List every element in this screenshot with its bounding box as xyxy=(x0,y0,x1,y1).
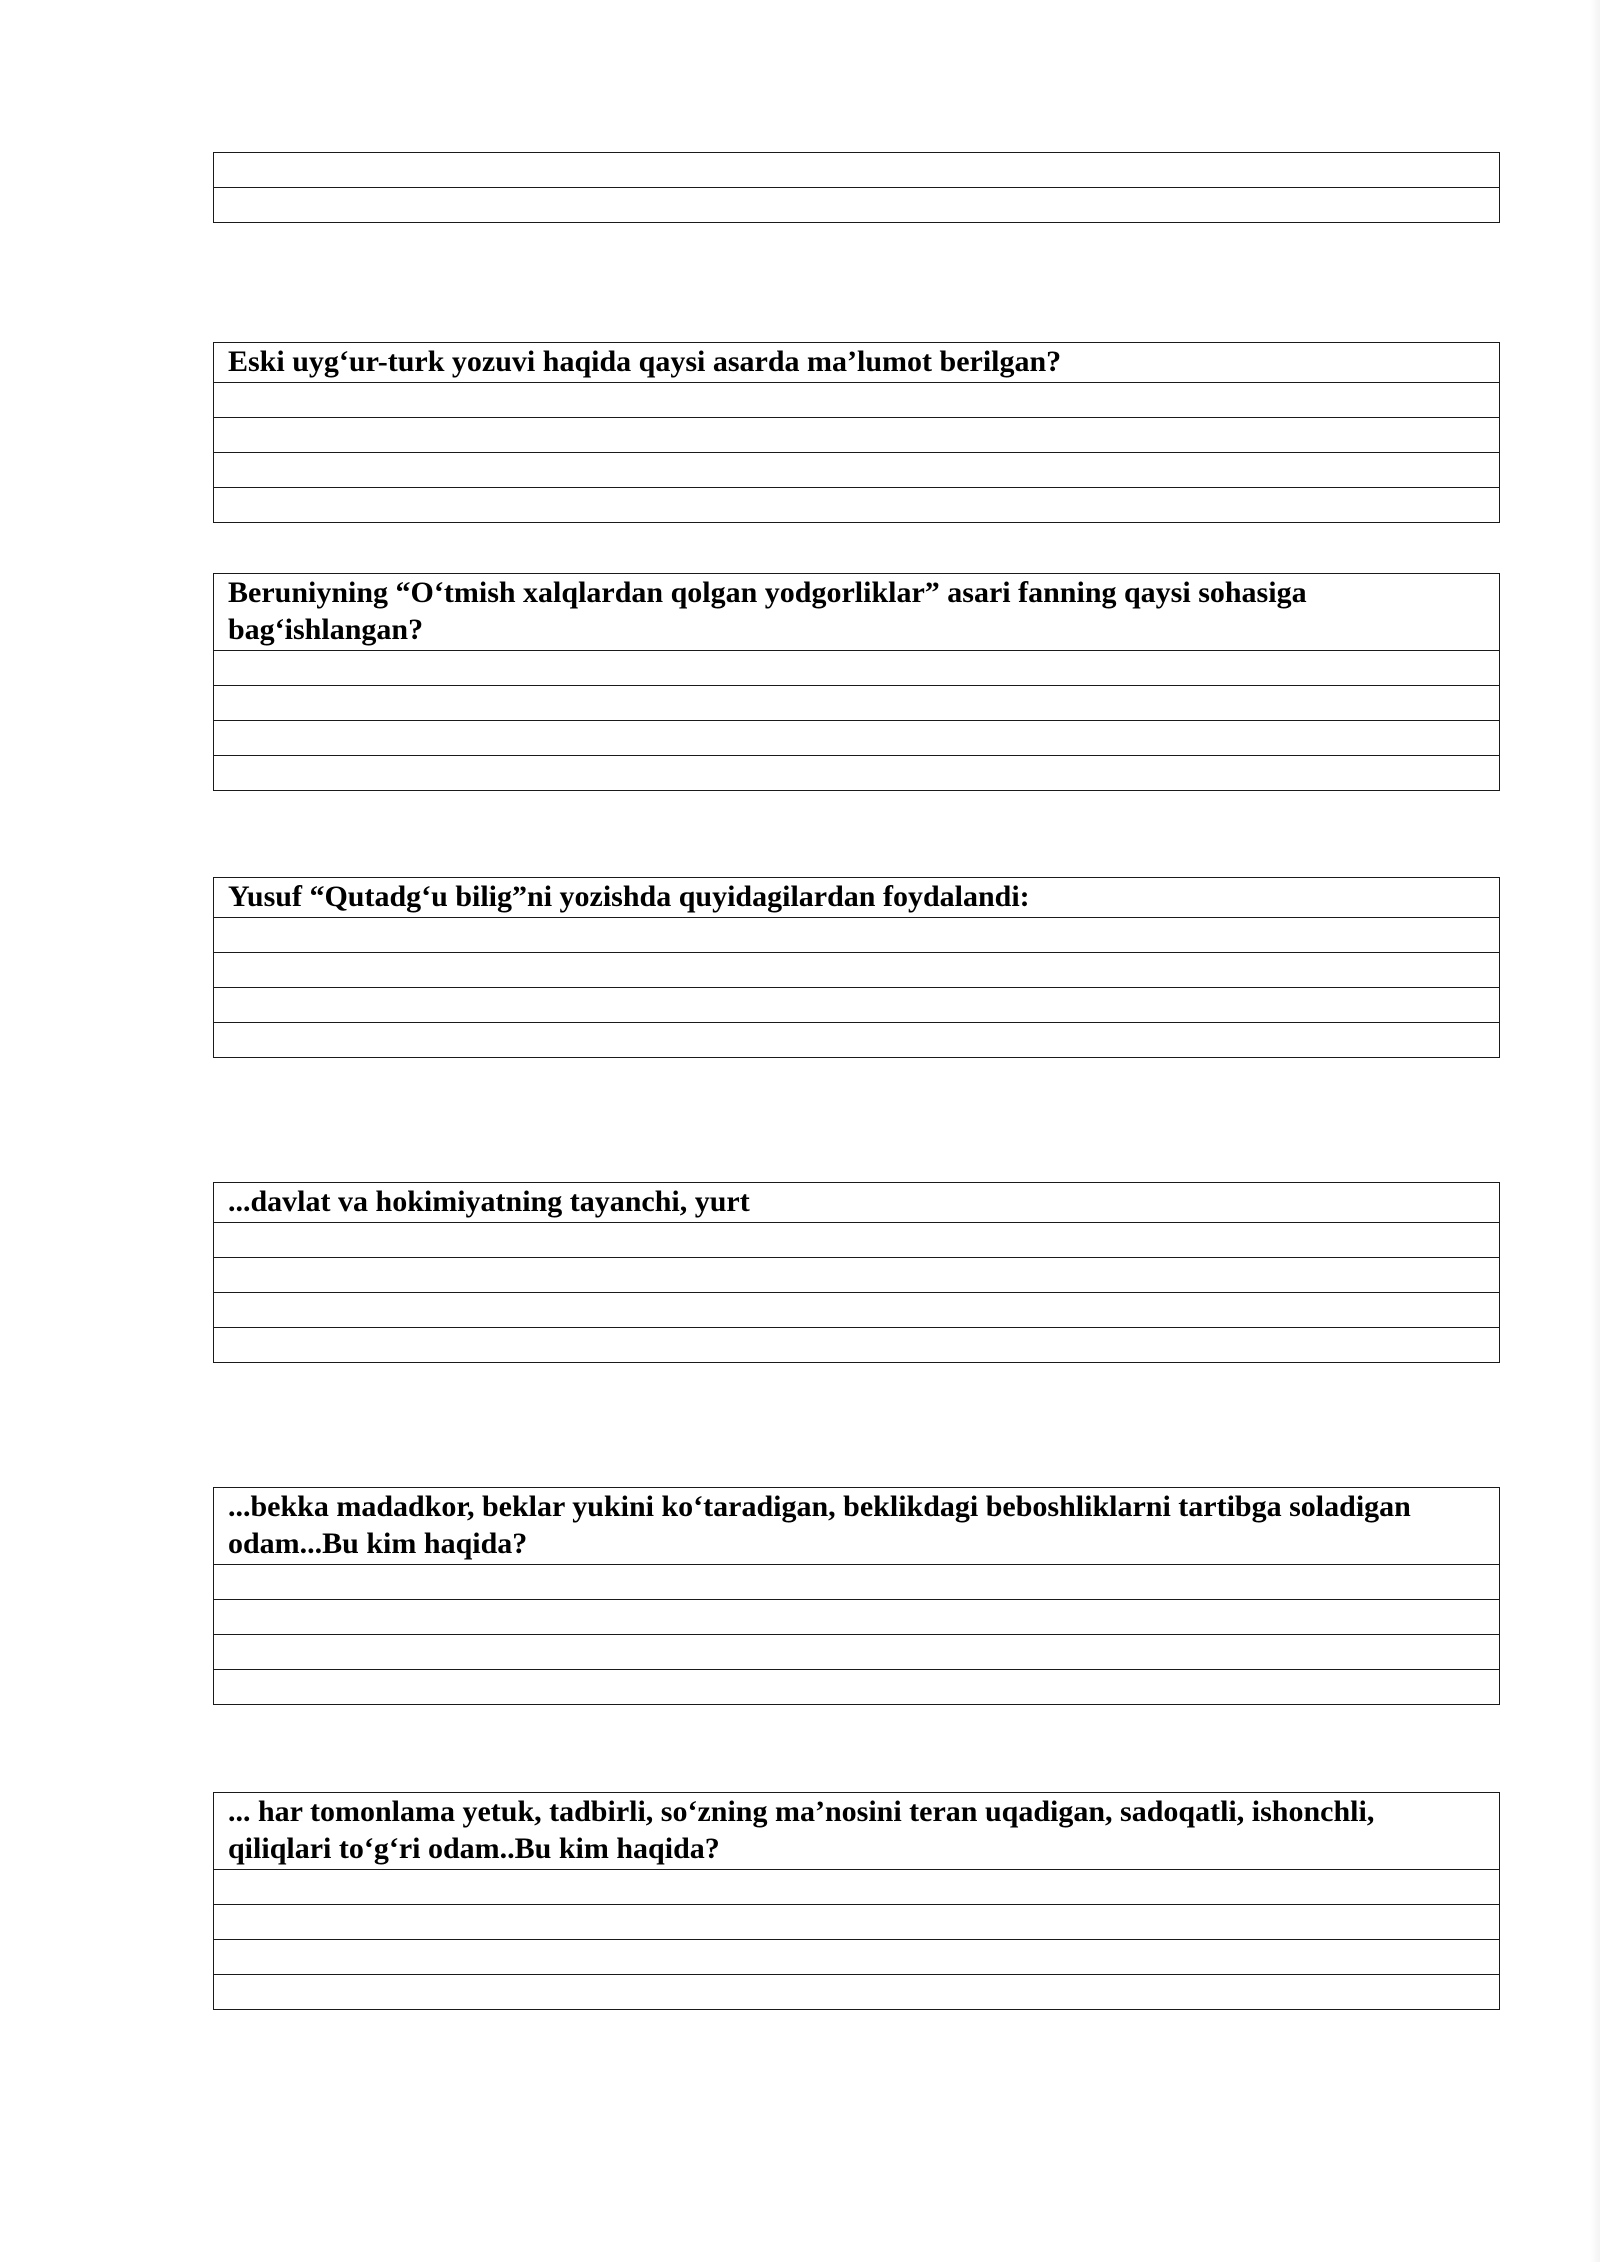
answer-row xyxy=(214,418,1500,453)
answer-line[interactable] xyxy=(214,1940,1500,1975)
answer-line[interactable] xyxy=(214,488,1500,523)
answer-row xyxy=(214,953,1500,988)
answer-line[interactable] xyxy=(214,988,1500,1023)
answer-line[interactable] xyxy=(214,188,1500,223)
answer-row xyxy=(214,1670,1500,1705)
answer-row xyxy=(214,1940,1500,1975)
answer-row xyxy=(214,383,1500,418)
answer-row xyxy=(214,1258,1500,1293)
question-row xyxy=(214,878,1500,918)
answer-row xyxy=(214,988,1500,1023)
answer-row xyxy=(214,1975,1500,2010)
answer-row xyxy=(214,1293,1500,1328)
answer-line[interactable] xyxy=(214,1975,1500,2010)
question-row xyxy=(214,1183,1500,1223)
answer-line[interactable] xyxy=(214,1258,1500,1293)
answer-row xyxy=(214,1905,1500,1940)
answer-row xyxy=(214,1328,1500,1363)
answer-row xyxy=(214,453,1500,488)
answer-row xyxy=(214,1870,1500,1905)
question-text: ...davlat va hokimiyatning tayanchi, yurt xyxy=(214,1183,1500,1223)
answer-row xyxy=(214,918,1500,953)
answer-line[interactable] xyxy=(214,721,1500,756)
answer-row xyxy=(214,651,1500,686)
answer-table-continued xyxy=(213,152,1500,223)
question-table-2 xyxy=(213,573,1500,791)
question-table-5 xyxy=(213,1487,1500,1705)
answer-line[interactable] xyxy=(214,1870,1500,1905)
answer-row xyxy=(214,488,1500,523)
answer-line[interactable] xyxy=(214,1023,1500,1058)
question-text: Eski uyg‘ur-turk yozuvi haqida qaysi asarda ma’lumot berilgan? xyxy=(214,343,1500,383)
answer-row xyxy=(214,153,1500,188)
question-row xyxy=(214,343,1500,383)
answer-line[interactable] xyxy=(214,153,1500,188)
answer-line[interactable] xyxy=(214,686,1500,721)
question-row xyxy=(214,1793,1500,1870)
answer-line[interactable] xyxy=(214,1328,1500,1363)
answer-row xyxy=(214,1565,1500,1600)
question-row xyxy=(214,1488,1500,1565)
question-table-4 xyxy=(213,1182,1500,1363)
answer-line[interactable] xyxy=(214,1223,1500,1258)
answer-line[interactable] xyxy=(214,453,1500,488)
question-text: ... har tomonlama yetuk, tadbirli, so‘zning ma’nosini teran uqadigan, sadoqatli, ishonchli, qiliqlari to‘g‘ri odam..Bu kim haqida? xyxy=(214,1793,1500,1870)
answer-row xyxy=(214,1223,1500,1258)
question-row xyxy=(214,574,1500,651)
question-text: Beruniyning “O‘tmish xalqlardan qolgan yodgorliklar” asari fanning qaysi sohasiga bag‘ishlangan? xyxy=(214,574,1500,651)
answer-line[interactable] xyxy=(214,1635,1500,1670)
question-table-3 xyxy=(213,877,1500,1058)
question-table-6 xyxy=(213,1792,1500,2010)
answer-line[interactable] xyxy=(214,1565,1500,1600)
answer-line[interactable] xyxy=(214,953,1500,988)
answer-line[interactable] xyxy=(214,756,1500,791)
question-table-1 xyxy=(213,342,1500,523)
question-text: Yusuf “Qutadg‘u bilig”ni yozishda quyidagilardan foydalandi: xyxy=(214,878,1500,918)
page-edge-shadow xyxy=(1590,0,1600,2262)
answer-row xyxy=(214,1635,1500,1670)
answer-row xyxy=(214,756,1500,791)
answer-line[interactable] xyxy=(214,1905,1500,1940)
answer-row xyxy=(214,1023,1500,1058)
answer-line[interactable] xyxy=(214,918,1500,953)
answer-row xyxy=(214,1600,1500,1635)
answer-row xyxy=(214,686,1500,721)
answer-line[interactable] xyxy=(214,383,1500,418)
answer-row xyxy=(214,721,1500,756)
answer-row xyxy=(214,188,1500,223)
question-text: ...bekka madadkor, beklar yukini ko‘taradigan, beklikdagi beboshliklarni tartibga soladigan odam...Bu kim haqida? xyxy=(214,1488,1500,1565)
answer-line[interactable] xyxy=(214,1670,1500,1705)
answer-line[interactable] xyxy=(214,1293,1500,1328)
answer-line[interactable] xyxy=(214,1600,1500,1635)
answer-line[interactable] xyxy=(214,651,1500,686)
answer-line[interactable] xyxy=(214,418,1500,453)
